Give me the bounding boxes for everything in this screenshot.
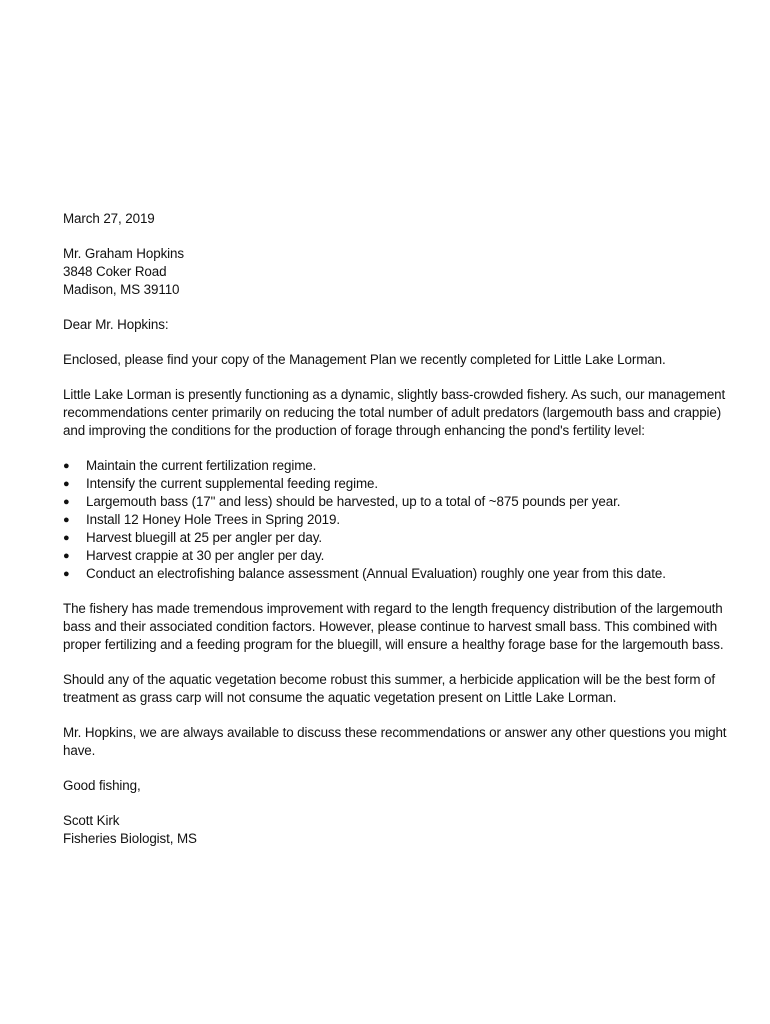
signature-block bbox=[63, 812, 693, 848]
recipient-address bbox=[63, 245, 693, 299]
list-item bbox=[63, 493, 693, 511]
paragraph-line: recommendations center primarily on reducing the total number of adult predators (largemouth bass and crappie) bbox=[63, 405, 722, 420]
progress-paragraph bbox=[63, 600, 724, 654]
paragraph-line: Should any of the aquatic vegetation become robust this summer, a herbicide application will be the best form of bbox=[63, 672, 716, 687]
list-item-text: Conduct an electrofishing balance assessment (Annual Evaluation) roughly one year from this date. bbox=[86, 566, 666, 581]
list-item bbox=[63, 475, 693, 493]
recipient-street: 3848 Coker Road bbox=[63, 264, 167, 279]
paragraph-line: Little Lake Lorman is presently functioning as a dynamic, slightly bass-crowded fishery. As such, our management bbox=[63, 387, 726, 402]
list-item bbox=[63, 457, 693, 475]
signature-name: Scott Kirk bbox=[63, 813, 120, 828]
list-item-text: Harvest bluegill at 25 per angler per day. bbox=[86, 530, 322, 545]
paragraph-line: and improving the conditions for the production of forage through enhancing the pond's fertility level: bbox=[63, 423, 645, 438]
list-item bbox=[63, 565, 693, 583]
bullet-icon: ● bbox=[63, 568, 70, 580]
paragraph-line: bass and their associated condition factors. However, please continue to harvest small bass. This combined with bbox=[63, 619, 718, 634]
signature-title: Fisheries Biologist, MS bbox=[63, 831, 197, 846]
bullet-icon: ● bbox=[63, 532, 70, 544]
paragraph-line: Mr. Hopkins, we are always available to discuss these recommendations or answer any other questions you might bbox=[63, 725, 727, 740]
closing: Good fishing, bbox=[63, 778, 141, 793]
paragraph-line: have. bbox=[63, 743, 96, 758]
vegetation-paragraph bbox=[63, 671, 716, 707]
availability-paragraph bbox=[63, 724, 727, 760]
letter-date: March 27, 2019 bbox=[63, 211, 155, 226]
management-paragraph bbox=[63, 386, 726, 440]
list-item-text: Intensify the current supplemental feeding regime. bbox=[86, 476, 378, 491]
bullet-icon: ● bbox=[63, 460, 70, 472]
bullet-icon: ● bbox=[63, 478, 70, 490]
list-item bbox=[63, 529, 693, 547]
list-item-text: Largemouth bass (17" and less) should be harvested, up to a total of ~875 pounds per year. bbox=[86, 494, 621, 509]
bullet-icon: ● bbox=[63, 550, 70, 562]
paragraph-line: treatment as grass carp will not consume the aquatic vegetation present on Little Lake Lorman. bbox=[63, 690, 617, 705]
list-item-text: Harvest crappie at 30 per angler per day. bbox=[86, 548, 325, 563]
recommendations-list bbox=[63, 457, 693, 583]
paragraph-line: The fishery has made tremendous improvement with regard to the length frequency distribution of the largemouth bbox=[63, 601, 723, 616]
paragraph-line: proper fertilizing and a feeding program for the bluegill, will ensure a healthy forage base for the largemouth bass. bbox=[63, 637, 724, 652]
list-item-text: Install 12 Honey Hole Trees in Spring 2019. bbox=[86, 512, 340, 527]
list-item-text: Maintain the current fertilization regime. bbox=[86, 458, 317, 473]
bullet-icon: ● bbox=[63, 496, 70, 508]
letter-body bbox=[63, 210, 727, 848]
list-item bbox=[63, 511, 693, 529]
bullet-icon: ● bbox=[63, 514, 70, 526]
recipient-name: Mr. Graham Hopkins bbox=[63, 246, 184, 261]
salutation: Dear Mr. Hopkins: bbox=[63, 317, 169, 332]
intro-paragraph: Enclosed, please find your copy of the Management Plan we recently completed for Little Lake Lorman. bbox=[63, 352, 666, 367]
list-item bbox=[63, 547, 693, 565]
recipient-city: Madison, MS 39110 bbox=[63, 282, 180, 297]
